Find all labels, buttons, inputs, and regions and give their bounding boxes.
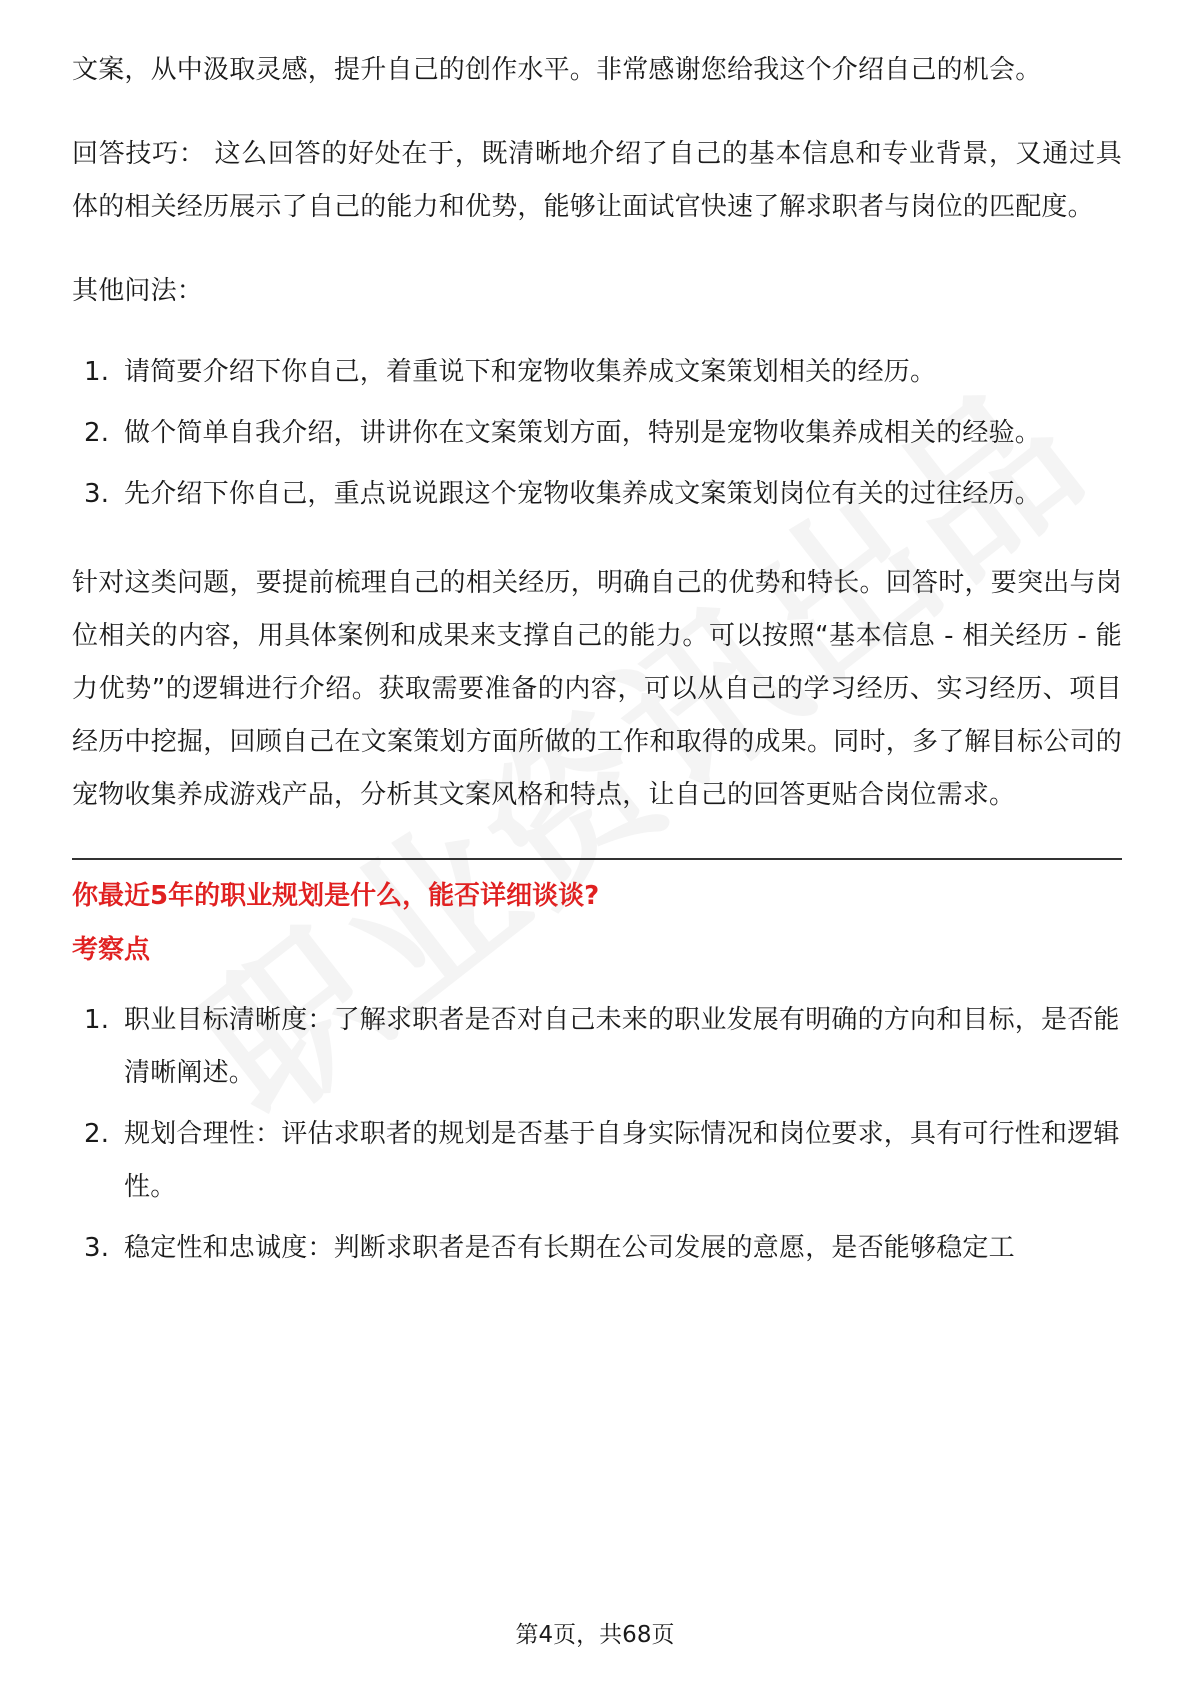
list-item [72,994,1122,1100]
answer-tips-paragraph: 回答技巧： 这么回答的好处在于，既清晰地介绍了自己的基本信息和专业背景，又通过具体的相关经历展示了自己的能力和优势，能够让面试官快速了解求职者与岗位的匹配度。 [72,139,1123,222]
question-subtitle: 考察点 [72,935,151,965]
list-number: 1. [84,1005,110,1035]
other-asks-heading: 其他问法： [72,276,204,306]
list-item-text: 做个简单自我介绍，讲讲你在文案策划方面，特别是宠物收集养成相关的经验。 [124,418,1042,448]
list-number: 2. [84,1119,110,1149]
document-page [72,44,1122,1283]
list-item [72,1222,1122,1275]
list-item-text: 职业目标清晰度：了解求职者是否对自己未来的职业发展有明确的方向和目标，是否能清晰阐述。 [124,1005,1120,1088]
list-item-text: 先介绍下你自己，重点说说跟这个宠物收集养成文案策划岗位有关的过往经历。 [124,479,1042,509]
list-number: 1. [84,357,110,387]
page-number-footer: 第4页，共68页 [515,1622,675,1648]
list-item [72,407,1122,460]
advice-paragraph: 针对这类问题，要提前梳理自己的相关经历，明确自己的优势和特长。回答时，要突出与岗位相关的内容，用具体案例和成果来支撑自己的能力。可以按照“基本信息 - 相关经历 - 能力优势”的逻辑进行介绍。获取需要准备的内容，可以从自己的学习经历、实习经历、项目经历中挖掘，回顾自己在文案策划方面所做的工作和取得的成果。同时，多了解目标公司的宠物收集养成游戏产品，分析其文案风格和特点，让自己的回答更贴合岗位需求。 [72,568,1122,810]
list-item [72,1108,1122,1214]
list-item-text: 稳定性和忠诚度：判断求职者是否有长期在公司发展的意愿，是否能够稳定工 [124,1233,1015,1263]
assessment-points-list [72,994,1122,1275]
intro-end-paragraph: 文案，从中汲取灵感，提升自己的创作水平。非常感谢您给我这个介绍自己的机会。 [72,55,1042,85]
other-asks-list [72,346,1122,521]
list-number: 3. [84,479,110,509]
list-number: 2. [84,418,110,448]
list-item-text: 规划合理性：评估求职者的规划是否基于自身实际情况和岗位要求，具有可行性和逻辑性。 [124,1119,1120,1202]
list-item-text: 请简要介绍下你自己，着重说下和宠物收集养成文案策划相关的经历。 [124,357,937,387]
list-item [72,468,1122,521]
section-divider [72,858,1122,860]
list-number: 3. [84,1233,110,1263]
list-item [72,346,1122,399]
question-title: 你最近5年的职业规划是什么，能否详细谈谈? [72,881,600,911]
